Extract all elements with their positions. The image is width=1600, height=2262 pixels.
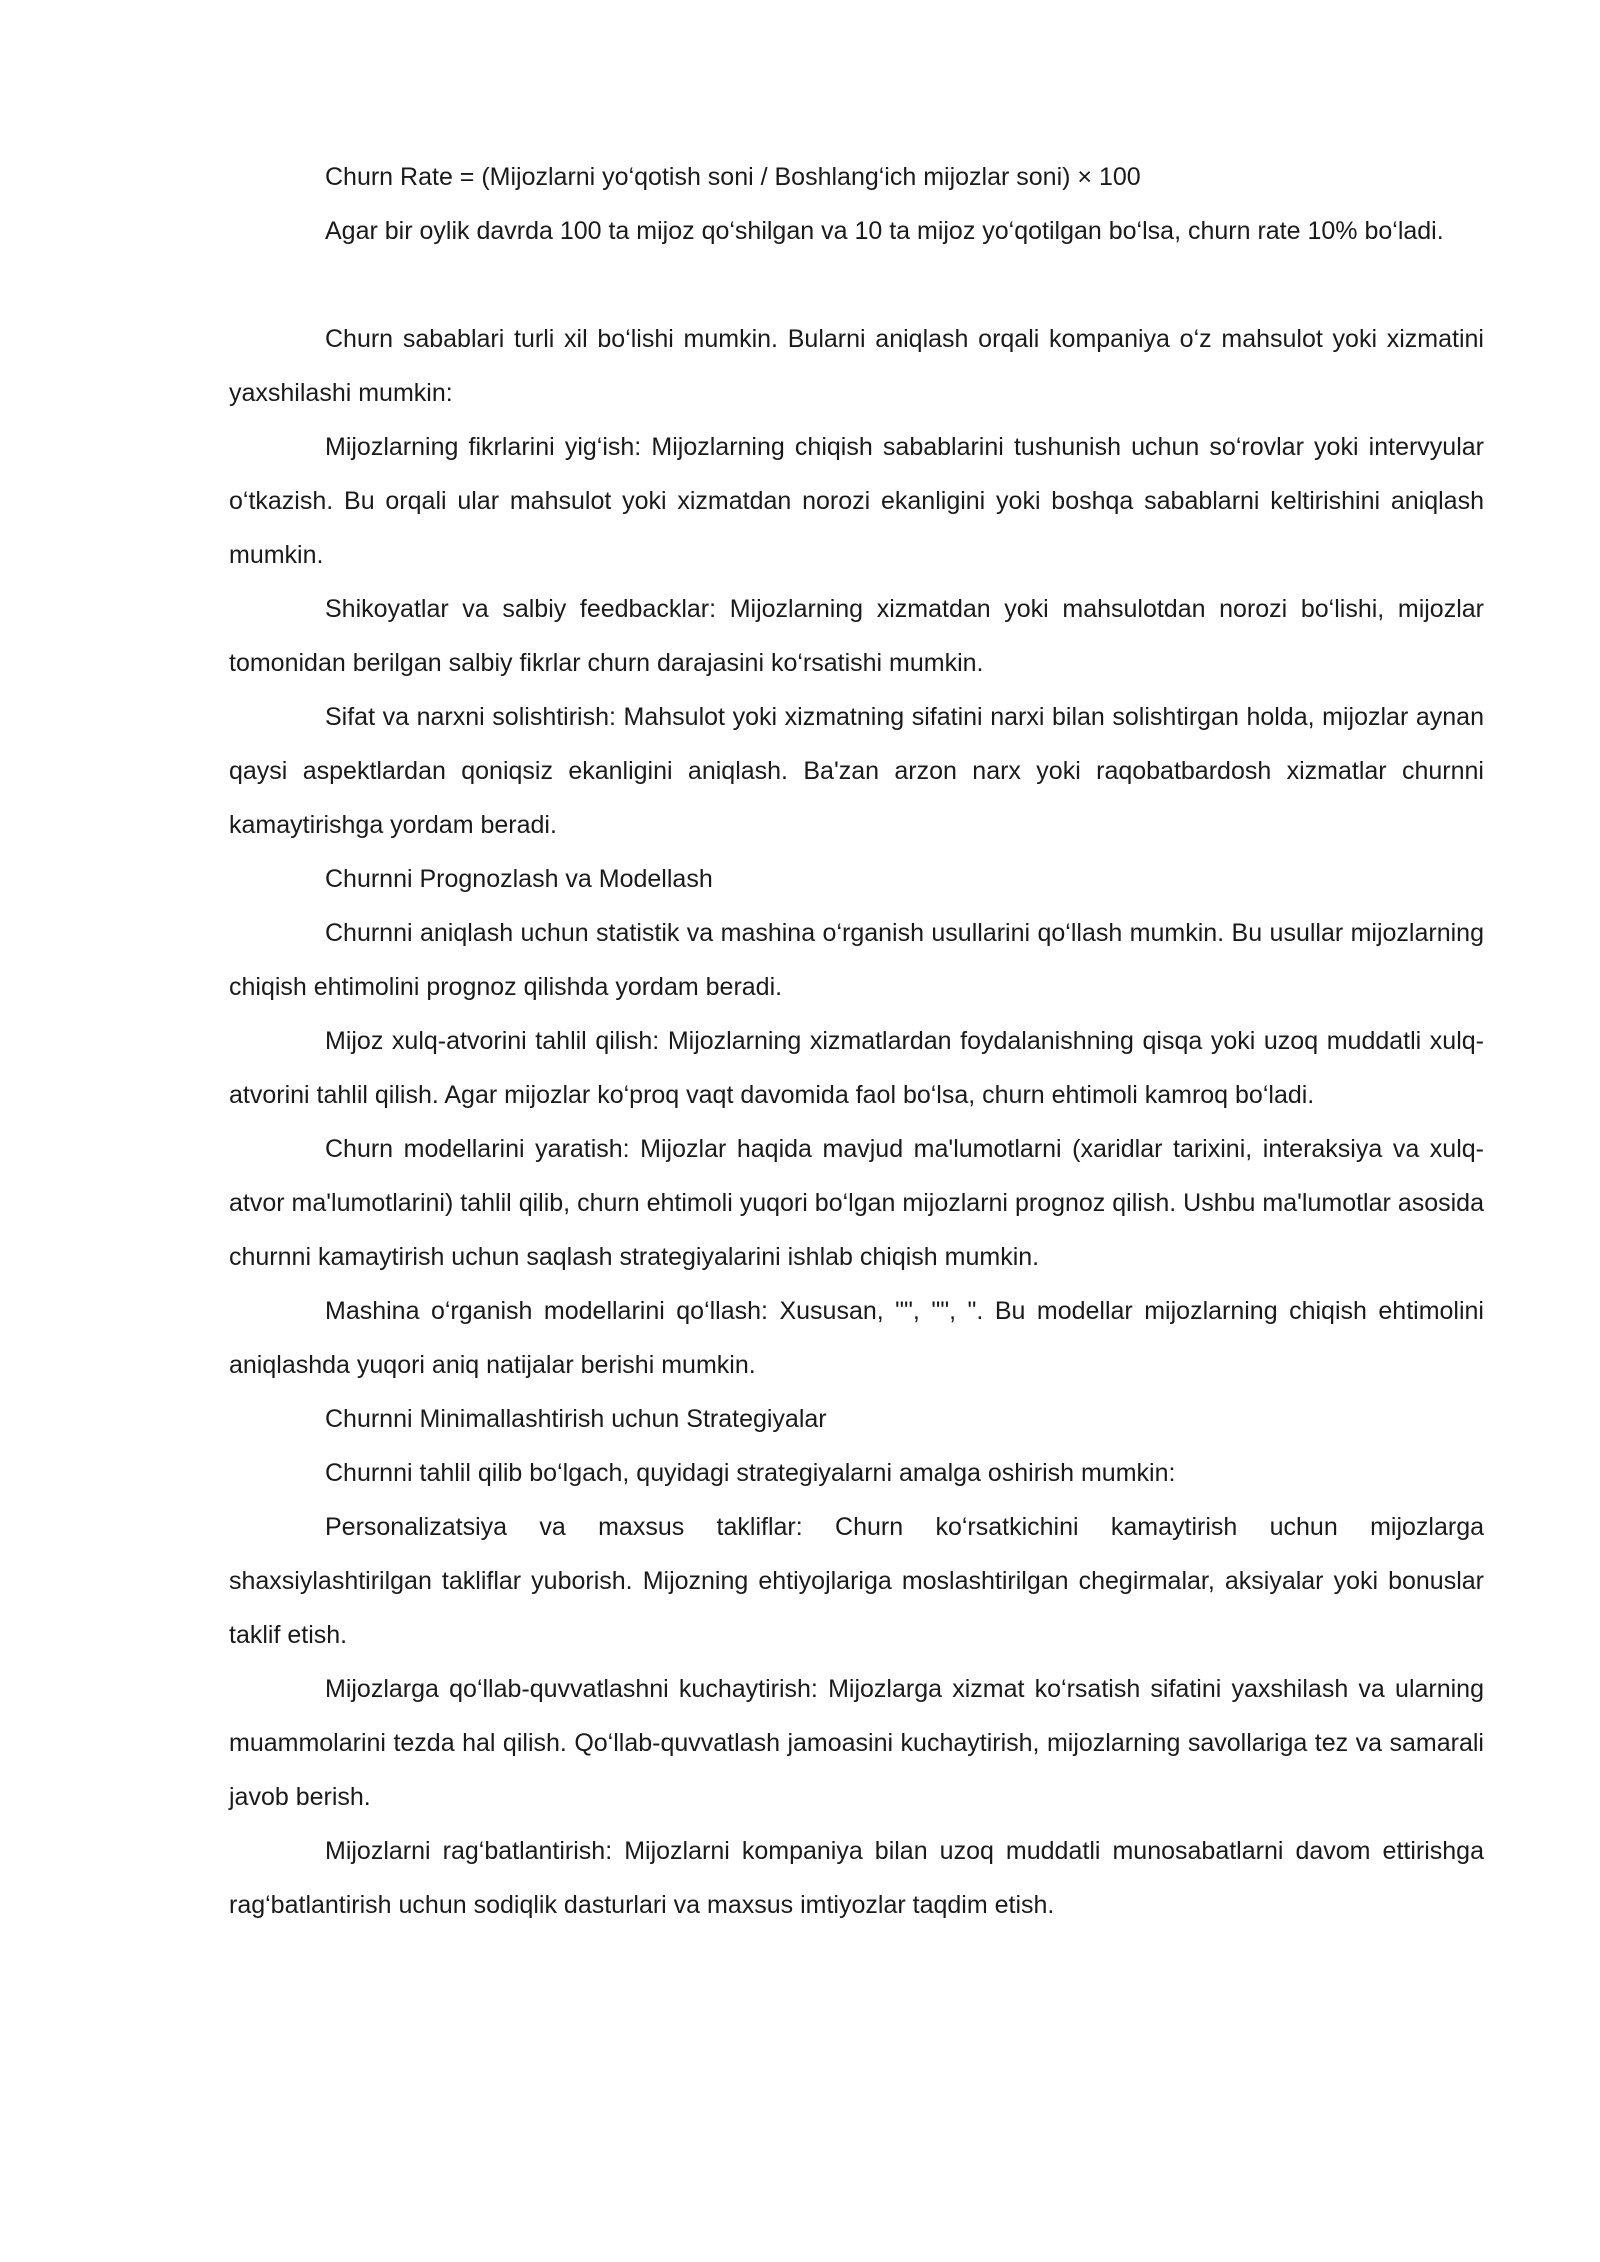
- paragraph-strategies-intro: Churnni tahlil qilib bo‘lgach, quyidagi strategiyalarni amalga oshirish mumkin:: [325, 1459, 1176, 1487]
- churn-rate-formula: Churn Rate = (Mijozlarni yo‘qotish soni / Boshlang‘ich mijozlar soni) × 100: [325, 163, 1141, 191]
- paragraph-support: Mijozlarga qo‘llab-quvvatlashni kuchaytirish: Mijozlarga xizmat ko‘rsatish sifatini yaxshilash va ularning muammolarini tezda hal qilish. Qo‘llab-quvvatlash jamoasini kuchaytirish, mijozlarning savollariga tez va samarali javob berish.: [229, 1675, 1484, 1811]
- paragraph-personalization: Personalizatsiya va maxsus takliflar: Churn ko‘rsatkichini kamaytirish uchun mijozlarga shaxsiylashtirilgan takliflar yuborish. Mijozning ehtiyojlariga moslashtirilgan chegirmalar, aksiyalar yoki bonuslar taklif etish.: [229, 1513, 1484, 1649]
- churn-rate-example: Agar bir oylik davrda 100 ta mijoz qo‘shilgan va 10 ta mijoz yo‘qotilgan bo‘lsa, churn rate 10% bo‘ladi.: [325, 217, 1444, 245]
- paragraph-loyalty: Mijozlarni rag‘batlantirish: Mijozlarni kompaniya bilan uzoq muddatli munosabatlarni davom ettirishga rag‘batlantirish uchun sodiqlik dasturlari va maxsus imtiyozlar taqdim etish.: [229, 1837, 1484, 1919]
- paragraph-complaints: Shikoyatlar va salbiy feedbacklar: Mijozlarning xizmatdan yoki mahsulotdan norozi bo‘lishi, mijozlar tomonidan berilgan salbiy fikrlar churn darajasini ko‘rsatishi mumkin.: [229, 595, 1484, 677]
- paragraph-churn-models: Churn modellarini yaratish: Mijozlar haqida mavjud ma'lumotlarni (xaridlar tarixini, interaksiya va xulq-atvor ma'lumotlarini) tahlil qilib, churn ehtimoli yuqori bo‘lgan mijozlarni prognoz qilish. Ushbu ma'lumotlar asosida churnni kamaytirish uchun saqlash strategiyalarini ishlab chiqish mumkin.: [229, 1135, 1484, 1271]
- paragraph-ml-models: Mashina o‘rganish modellarini qo‘llash: Xususan, "", "", ". Bu modellar mijozlarning chiqish ehtimolini aniqlashda yuqori aniq natijalar berishi mumkin.: [229, 1297, 1484, 1379]
- section-heading-prediction: Churnni Prognozlash va Modellash: [325, 865, 713, 893]
- paragraph-behavior-analysis: Mijoz xulq-atvorini tahlil qilish: Mijozlarning xizmatlardan foydalanishning qisqa yoki uzoq muddatli xulq-atvorini tahlil qilish. Agar mijozlar ko‘proq vaqt davomida faol bo‘lsa, churn ehtimoli kamroq bo‘ladi.: [229, 1027, 1484, 1109]
- paragraph-quality-price: Sifat va narxni solishtirish: Mahsulot yoki xizmatning sifatini narxi bilan solishtirgan holda, mijozlar aynan qaysi aspektlardan qoniqsiz ekanligini aniqlash. Ba'zan arzon narx yoki raqobatbardosh xizmatlar churnni kamaytirishga yordam beradi.: [229, 703, 1484, 839]
- paragraph-collect-feedback: Mijozlarning fikrlarini yig‘ish: Mijozlarning chiqish sabablarini tushunish uchun so‘rovlar yoki intervyular o‘tkazish. Bu orqali ular mahsulot yoki xizmatdan norozi ekanligini yoki boshqa sabablarni keltirishini aniqlash mumkin.: [229, 433, 1484, 569]
- paragraph-churn-reasons: Churn sabablari turli xil bo‘lishi mumkin. Bularni aniqlash orqali kompaniya o‘z mahsulot yoki xizmatini yaxshilashi mumkin:: [229, 325, 1484, 407]
- paragraph-gap: [229, 258, 1484, 312]
- paragraph-prediction-intro: Churnni aniqlash uchun statistik va mashina o‘rganish usullarini qo‘llash mumkin. Bu usullar mijozlarning chiqish ehtimolini prognoz qilishda yordam beradi.: [229, 919, 1484, 1001]
- section-heading-strategies: Churnni Minimallashtirish uchun Strategiyalar: [325, 1405, 827, 1433]
- document-page: [229, 150, 1484, 1932]
